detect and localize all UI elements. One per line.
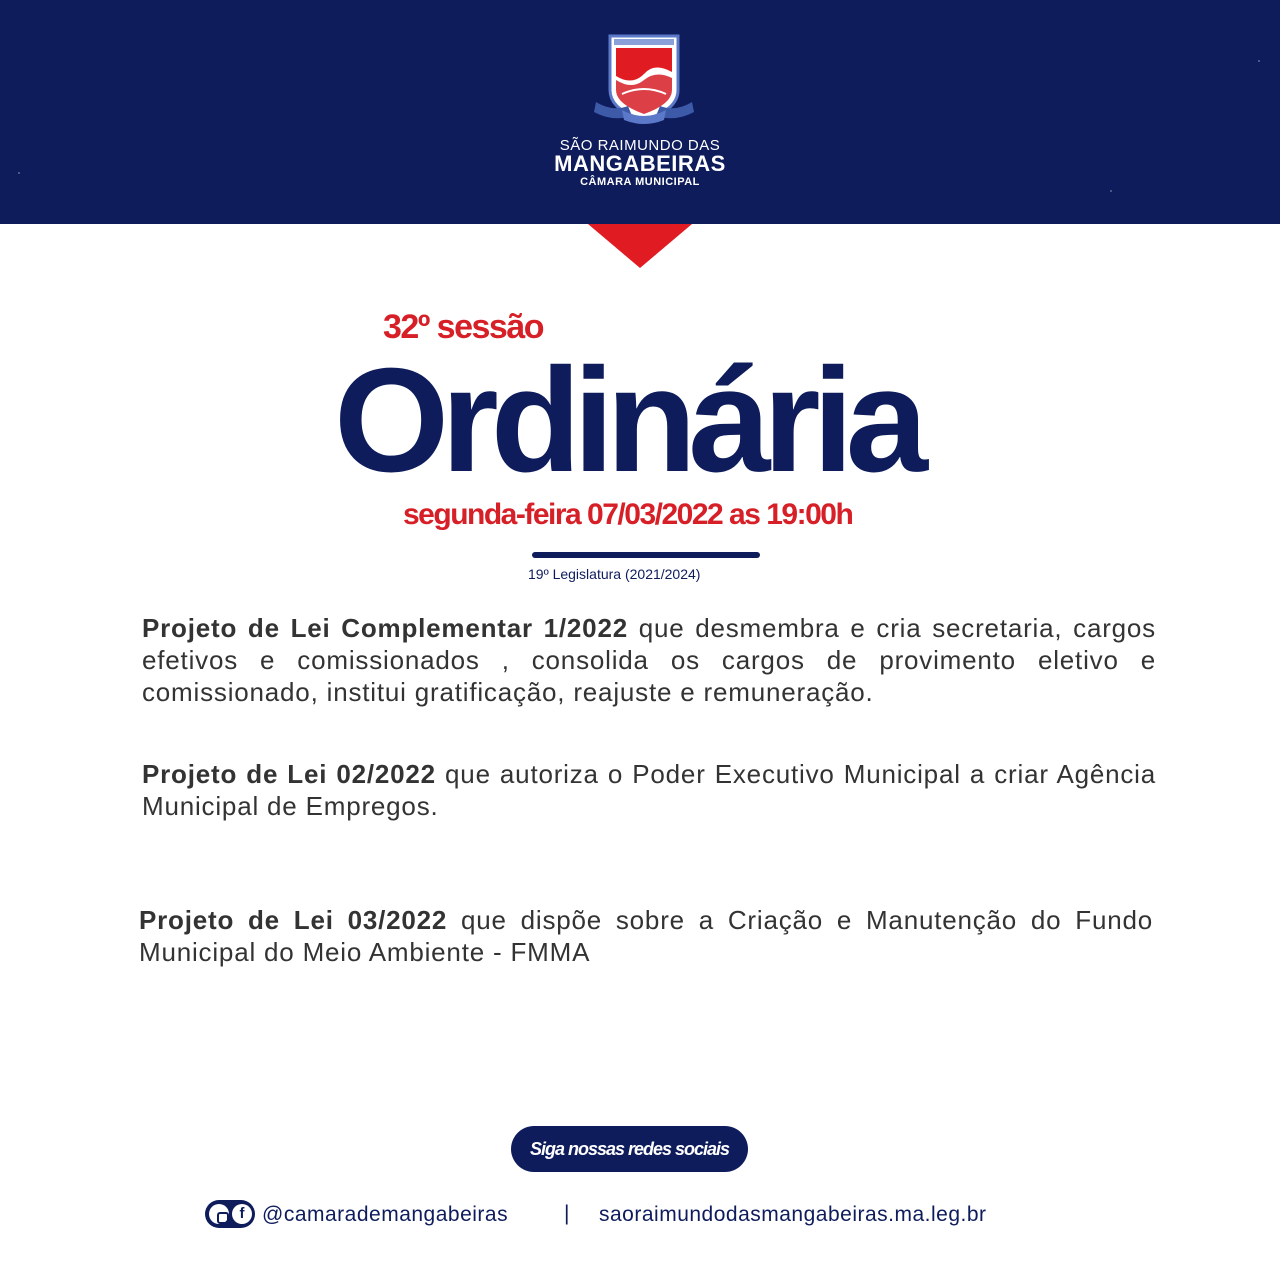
- brand-line-3: CÂMARA MUNICIPAL: [580, 176, 700, 188]
- agenda-item-text: que desmembra e cria secretaria, cargos efetivos e comissionados , consolida os cargos de provimento eletivo e comissionado, institui gratificação, reajuste e remuneração.: [142, 613, 1156, 707]
- agenda-item-text: que autoriza o Poder Executivo Municipal a criar Agência Municipal de Empregos.: [142, 759, 1157, 821]
- agenda-item-title: Projeto de Lei 03/2022: [139, 905, 448, 935]
- facebook-icon[interactable]: f: [232, 1204, 252, 1224]
- agenda-item-text: que dispõe sobre a Criação e Manutenção do Fundo Municipal do Meio Ambiente - FMMA: [139, 905, 1153, 967]
- session-number: 32º sessão: [383, 308, 543, 346]
- header-banner: [0, 0, 1280, 224]
- brand-line-2: MANGABEIRAS: [554, 151, 726, 176]
- municipal-crest-icon: [592, 32, 696, 128]
- social-icons[interactable]: [205, 1200, 255, 1228]
- social-handle[interactable]: @camarademangabeiras: [262, 1203, 509, 1226]
- social-networks-button[interactable]: Siga nossas redes sociais: [511, 1126, 748, 1172]
- red-pointer-triangle: [588, 224, 692, 268]
- agenda-item: [142, 612, 1156, 708]
- decorative-speck: [1110, 190, 1112, 192]
- brand-line-1: SÃO RAIMUNDO DAS: [559, 137, 721, 154]
- session-title: Ordinária: [334, 338, 920, 503]
- agenda-item: [139, 904, 1153, 968]
- decorative-speck: [1258, 60, 1260, 62]
- divider-rule: [532, 552, 760, 558]
- legislatura-label: 19º Legislatura (2021/2024): [528, 566, 701, 582]
- agenda-item: [142, 758, 1156, 822]
- instagram-icon[interactable]: [209, 1204, 229, 1224]
- footer-separator: |: [564, 1202, 570, 1225]
- agenda-item-title: Projeto de Lei Complementar 1/2022: [142, 613, 628, 643]
- agenda-item-title: Projeto de Lei 02/2022: [142, 759, 436, 789]
- session-date: segunda-feira 07/03/2022 as 19:00h: [403, 498, 853, 531]
- website-link[interactable]: saoraimundodasmangabeiras.ma.leg.br: [599, 1203, 987, 1226]
